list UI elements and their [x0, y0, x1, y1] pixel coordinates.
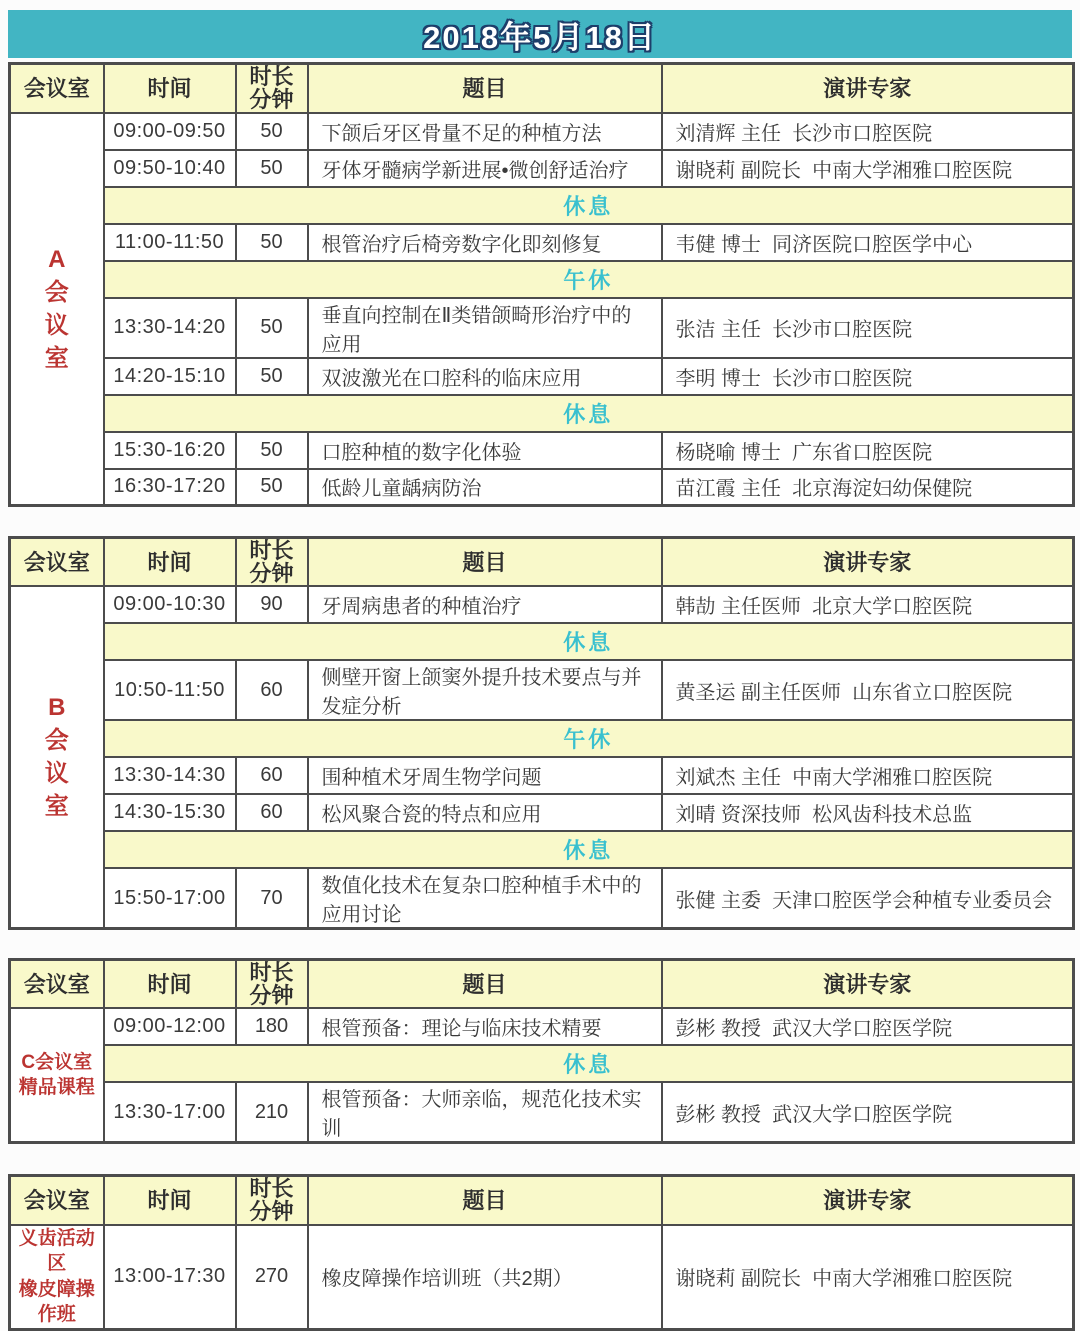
time-cell: 10:50-11:50 — [104, 660, 236, 720]
speaker-cell: 彭彬 教授 武汉大学口腔医学院 — [662, 1082, 1074, 1143]
time-cell: 15:50-17:00 — [104, 868, 236, 929]
break-label: 休息 — [104, 623, 1074, 660]
duration-cell: 70 — [236, 868, 308, 929]
time-cell: 09:50-10:40 — [104, 150, 236, 187]
time-cell: 13:30-14:20 — [104, 298, 236, 358]
topic-cell: 橡皮障操作培训班（共2期） — [308, 1225, 662, 1330]
time-cell: 14:30-15:30 — [104, 794, 236, 831]
speaker-cell: 韦健 博士 同济医院口腔医学中心 — [662, 224, 1074, 261]
topic-cell: 垂直向控制在Ⅱ类错颌畸形治疗中的应用 — [308, 298, 662, 358]
break-row — [10, 623, 1074, 660]
break-label: 休息 — [104, 395, 1074, 432]
session-row — [10, 868, 1074, 929]
col-header-duration: 时长 分钟 — [236, 960, 308, 1009]
duration-cell: 60 — [236, 757, 308, 794]
col-header-speaker: 演讲专家 — [662, 64, 1074, 113]
session-row — [10, 150, 1074, 187]
schedule-table-room-c — [8, 958, 1075, 1144]
session-row — [10, 660, 1074, 720]
duration-cell: 270 — [236, 1225, 308, 1330]
schedule-table-room-b — [8, 536, 1075, 930]
topic-cell: 根管预备：理论与临床技术精要 — [308, 1008, 662, 1045]
time-cell: 13:30-17:00 — [104, 1082, 236, 1143]
time-cell: 13:30-14:30 — [104, 757, 236, 794]
schedule-table-denture-area — [8, 1174, 1075, 1331]
col-header-room: 会议室 — [10, 1176, 104, 1225]
break-row — [10, 187, 1074, 224]
break-row — [10, 1045, 1074, 1082]
duration-cell: 50 — [236, 432, 308, 469]
topic-cell: 下颌后牙区骨量不足的种植方法 — [308, 113, 662, 150]
room-label-denture: 义齿活动区 橡皮障操作班 — [10, 1225, 104, 1330]
session-row — [10, 432, 1074, 469]
topic-cell: 松风聚合瓷的特点和应用 — [308, 794, 662, 831]
col-header-topic: 题目 — [308, 1176, 662, 1225]
col-header-time: 时间 — [104, 1176, 236, 1225]
duration-cell: 60 — [236, 794, 308, 831]
duration-cell: 50 — [236, 150, 308, 187]
speaker-cell: 杨晓喻 博士 广东省口腔医院 — [662, 432, 1074, 469]
col-header-room: 会议室 — [10, 960, 104, 1009]
topic-cell: 低龄儿童龋病防治 — [308, 469, 662, 506]
speaker-cell: 张健 主委 天津口腔医学会种植专业委员会 — [662, 868, 1074, 929]
header-row — [10, 64, 1074, 113]
duration-cell: 50 — [236, 113, 308, 150]
col-header-room: 会议室 — [10, 538, 104, 587]
speaker-cell: 刘斌杰 主任 中南大学湘雅口腔医院 — [662, 757, 1074, 794]
time-cell: 11:00-11:50 — [104, 224, 236, 261]
header-row — [10, 538, 1074, 587]
speaker-cell: 刘清辉 主任 长沙市口腔医院 — [662, 113, 1074, 150]
time-cell: 13:00-17:30 — [104, 1225, 236, 1330]
duration-cell: 180 — [236, 1008, 308, 1045]
session-row — [10, 794, 1074, 831]
speaker-cell: 彭彬 教授 武汉大学口腔医学院 — [662, 1008, 1074, 1045]
speaker-cell: 李明 博士 长沙市口腔医院 — [662, 358, 1074, 395]
date-banner-text: 2018年5月18日 — [423, 19, 657, 55]
topic-cell: 牙体牙髓病学新进展•微创舒适治疗 — [308, 150, 662, 187]
topic-cell: 根管预备：大师亲临，规范化技术实训 — [308, 1082, 662, 1143]
duration-cell: 50 — [236, 469, 308, 506]
session-row — [10, 757, 1074, 794]
header-row — [10, 960, 1074, 1009]
col-header-time: 时间 — [104, 538, 236, 587]
header-row — [10, 1176, 1074, 1225]
break-row — [10, 831, 1074, 868]
time-cell: 09:00-10:30 — [104, 586, 236, 623]
session-row — [10, 358, 1074, 395]
session-row — [10, 1082, 1074, 1143]
session-row — [10, 1008, 1074, 1045]
col-header-topic: 题目 — [308, 960, 662, 1009]
topic-cell: 口腔种植的数字化体验 — [308, 432, 662, 469]
speaker-cell: 韩劼 主任医师 北京大学口腔医院 — [662, 586, 1074, 623]
break-label: 午休 — [104, 261, 1074, 298]
date-banner — [8, 10, 1072, 58]
duration-cell: 210 — [236, 1082, 308, 1143]
break-label: 午休 — [104, 720, 1074, 757]
duration-cell: 50 — [236, 358, 308, 395]
break-row — [10, 395, 1074, 432]
time-cell: 15:30-16:20 — [104, 432, 236, 469]
col-header-topic: 题目 — [308, 64, 662, 113]
session-row — [10, 1225, 1074, 1330]
lunch-break-row — [10, 261, 1074, 298]
duration-cell: 90 — [236, 586, 308, 623]
col-header-duration: 时长 分钟 — [236, 1176, 308, 1225]
speaker-cell: 黄圣运 副主任医师 山东省立口腔医院 — [662, 660, 1074, 720]
session-row — [10, 224, 1074, 261]
session-row — [10, 113, 1074, 150]
speaker-cell: 刘晴 资深技师 松风齿科技术总监 — [662, 794, 1074, 831]
topic-cell: 根管治疗后椅旁数字化即刻修复 — [308, 224, 662, 261]
topic-cell: 牙周病患者的种植治疗 — [308, 586, 662, 623]
schedule-table-room-a — [8, 62, 1075, 507]
col-header-duration: 时长 分钟 — [236, 64, 308, 113]
break-label: 休息 — [104, 831, 1074, 868]
col-header-duration: 时长 分钟 — [236, 538, 308, 587]
speaker-cell: 谢晓莉 副院长 中南大学湘雅口腔医院 — [662, 1225, 1074, 1330]
topic-cell: 数值化技术在复杂口腔种植手术中的应用讨论 — [308, 868, 662, 929]
duration-cell: 50 — [236, 298, 308, 358]
topic-cell: 双波激光在口腔科的临床应用 — [308, 358, 662, 395]
time-cell: 09:00-12:00 — [104, 1008, 236, 1045]
topic-cell: 侧壁开窗上颌窦外提升技术要点与并发症分析 — [308, 660, 662, 720]
room-label-a: A会议室 — [10, 113, 104, 506]
col-header-speaker: 演讲专家 — [662, 960, 1074, 1009]
session-row — [10, 586, 1074, 623]
col-header-time: 时间 — [104, 64, 236, 113]
time-cell: 14:20-15:10 — [104, 358, 236, 395]
col-header-time: 时间 — [104, 960, 236, 1009]
speaker-cell: 谢晓莉 副院长 中南大学湘雅口腔医院 — [662, 150, 1074, 187]
break-label: 休息 — [104, 1045, 1074, 1082]
col-header-speaker: 演讲专家 — [662, 538, 1074, 587]
col-header-speaker: 演讲专家 — [662, 1176, 1074, 1225]
break-label: 休息 — [104, 187, 1074, 224]
session-row — [10, 469, 1074, 506]
duration-cell: 50 — [236, 224, 308, 261]
speaker-cell: 苗江霞 主任 北京海淀妇幼保健院 — [662, 469, 1074, 506]
room-label-b: B会议室 — [10, 586, 104, 929]
col-header-room: 会议室 — [10, 64, 104, 113]
time-cell: 09:00-09:50 — [104, 113, 236, 150]
room-label-c: C会议室 精品课程 — [10, 1008, 104, 1143]
topic-cell: 围种植术牙周生物学问题 — [308, 757, 662, 794]
session-row — [10, 298, 1074, 358]
col-header-topic: 题目 — [308, 538, 662, 587]
speaker-cell: 张洁 主任 长沙市口腔医院 — [662, 298, 1074, 358]
duration-cell: 60 — [236, 660, 308, 720]
lunch-break-row — [10, 720, 1074, 757]
time-cell: 16:30-17:20 — [104, 469, 236, 506]
